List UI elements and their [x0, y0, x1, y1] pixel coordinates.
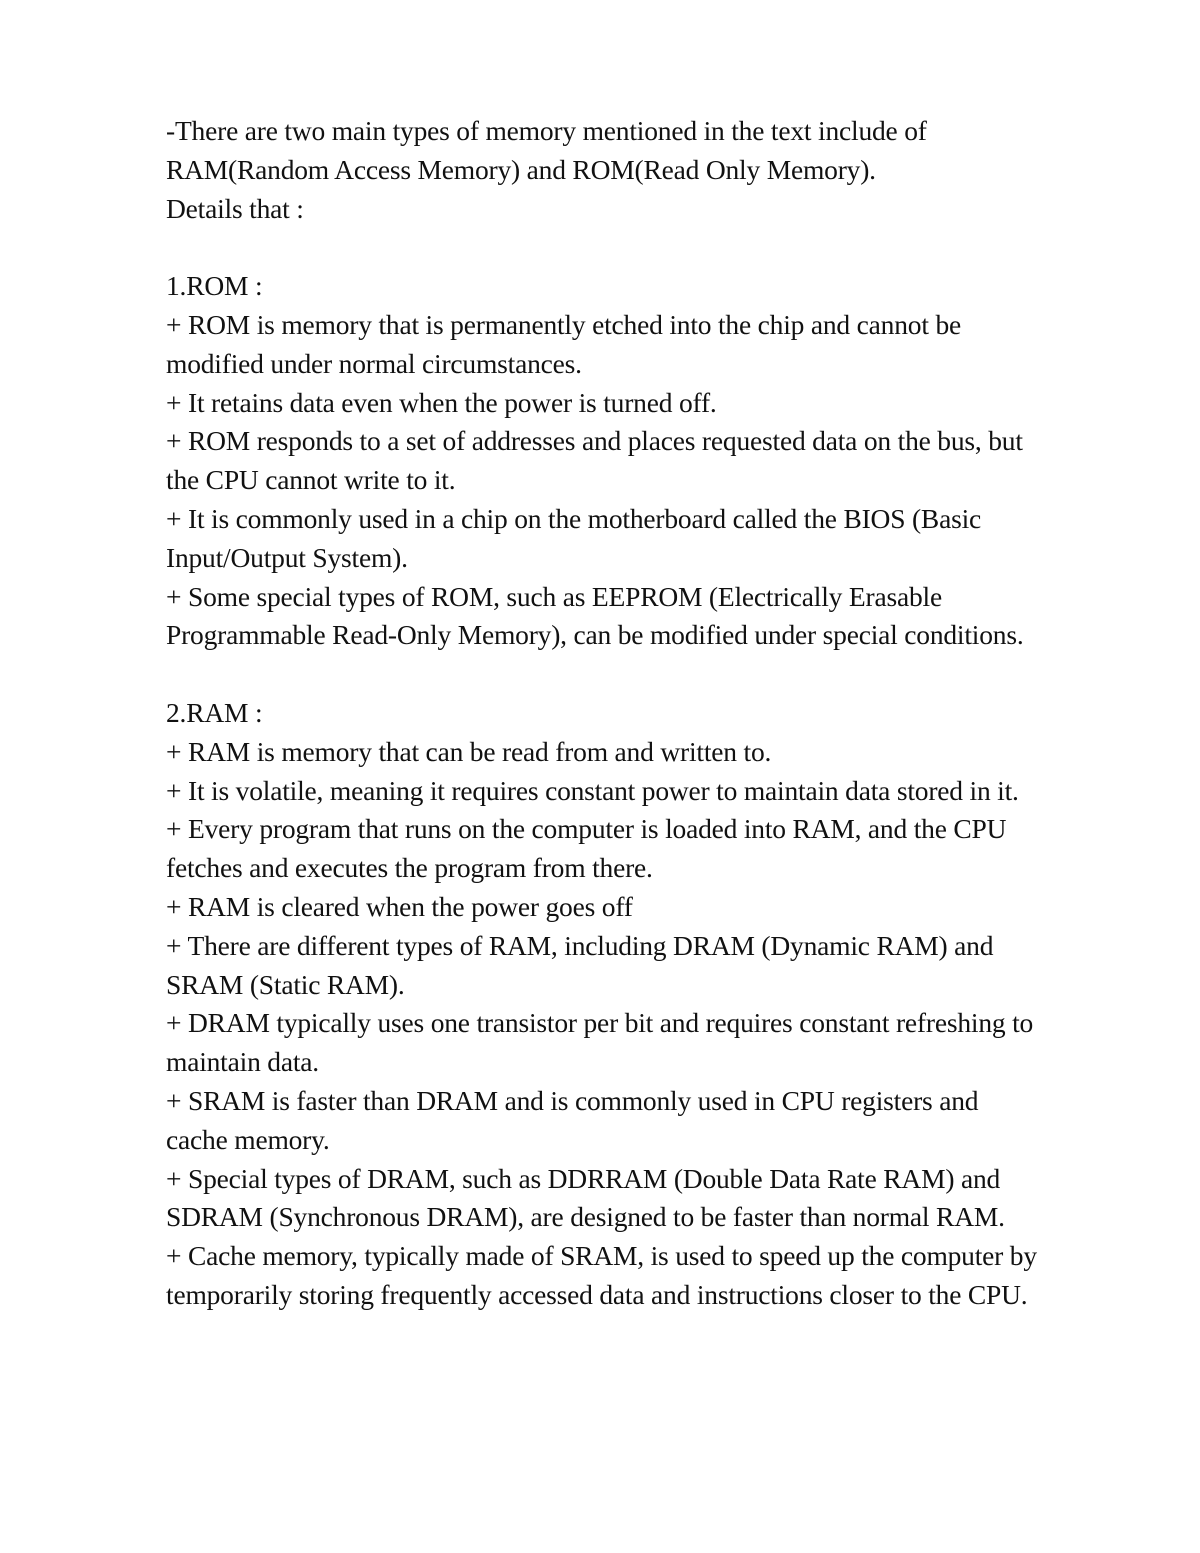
- rom-line: the CPU cannot write to it.: [166, 464, 456, 496]
- ram-line: + There are different types of RAM, including DRAM (Dynamic RAM) and: [166, 929, 994, 961]
- ram-line: maintain data.: [166, 1046, 319, 1078]
- rom-line: + It is commonly used in a chip on the motherboard called the BIOS (Basic: [166, 502, 982, 534]
- rom-line: Input/Output System).: [166, 541, 408, 573]
- rom-line: + It retains data even when the power is turned off.: [166, 386, 717, 418]
- ram-heading: 2.RAM :: [166, 696, 263, 728]
- intro-line: RAM(Random Access Memory) and ROM(Read Only Memory).: [166, 153, 876, 185]
- ram-line: SRAM (Static RAM).: [166, 968, 405, 1000]
- rom-line: + ROM responds to a set of addresses and places requested data on the bus, but: [166, 425, 1023, 457]
- ram-line: + Every program that runs on the computer is loaded into RAM, and the CPU: [166, 813, 1007, 845]
- ram-line: SDRAM (Synchronous DRAM), are designed to be faster than normal RAM.: [166, 1201, 1005, 1233]
- intro-line: Details that :: [166, 192, 304, 224]
- ram-line: fetches and executes the program from there.: [166, 852, 653, 884]
- blank-line: [166, 228, 1166, 267]
- rom-line: modified under normal circumstances.: [166, 347, 582, 379]
- ram-line: temporarily storing frequently accessed data and instructions closer to the CPU.: [166, 1278, 1028, 1310]
- ram-line: + RAM is memory that can be read from and written to.: [166, 735, 772, 767]
- blank-line: [166, 655, 1166, 694]
- rom-line: + ROM is memory that is permanently etched into the chip and cannot be: [166, 308, 961, 340]
- document-page: [166, 112, 1166, 1315]
- ram-line: + RAM is cleared when the power goes off: [166, 890, 633, 922]
- rom-line: + Some special types of ROM, such as EEPROM (Electrically Erasable: [166, 580, 942, 612]
- ram-line: cache memory.: [166, 1123, 330, 1155]
- rom-heading: 1.ROM :: [166, 270, 263, 302]
- ram-line: + Cache memory, typically made of SRAM, is used to speed up the computer by: [166, 1240, 1037, 1272]
- ram-line: + It is volatile, meaning it requires constant power to maintain data stored in it.: [166, 774, 1019, 806]
- ram-line: + Special types of DRAM, such as DDRRAM (Double Data Rate RAM) and: [166, 1162, 1001, 1194]
- intro-line: -There are two main types of memory mentioned in the text include of: [166, 115, 927, 146]
- rom-line: Programmable Read-Only Memory), can be modified under special conditions.: [166, 619, 1024, 651]
- ram-line: + SRAM is faster than DRAM and is commonly used in CPU registers and: [166, 1084, 979, 1116]
- ram-line: + DRAM typically uses one transistor per bit and requires constant refreshing to: [166, 1007, 1034, 1039]
